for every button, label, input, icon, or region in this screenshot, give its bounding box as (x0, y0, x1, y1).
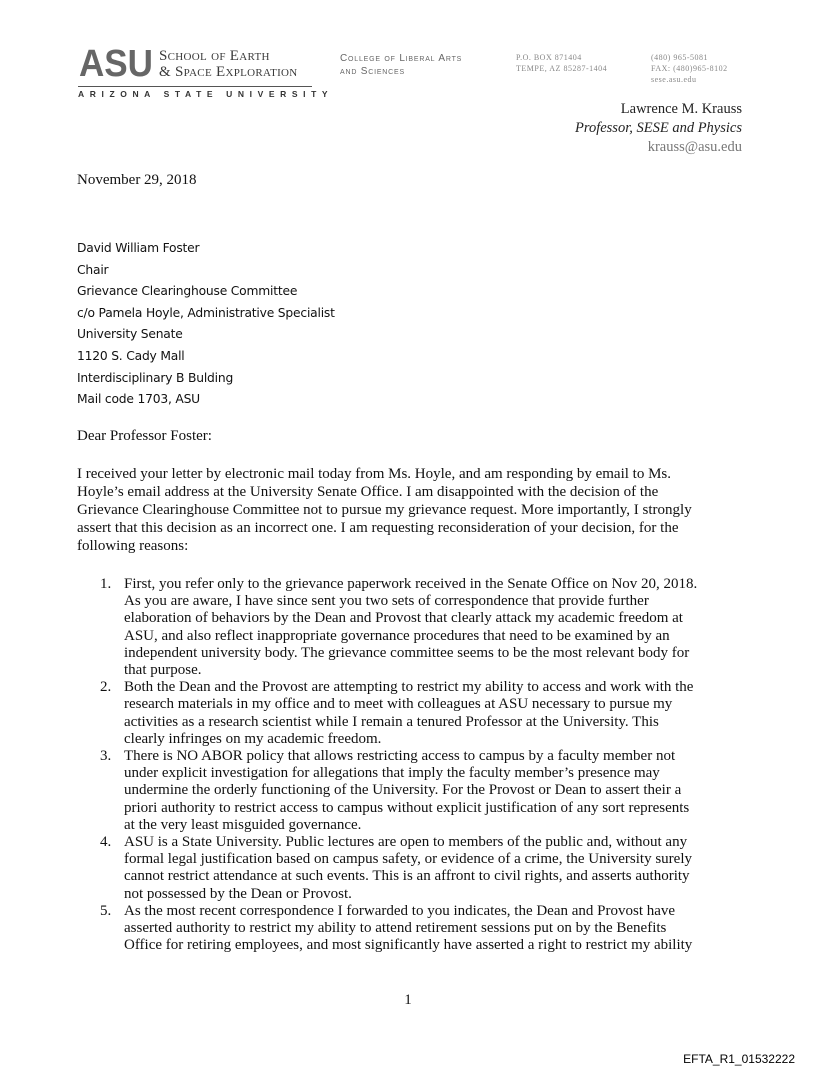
recipient-line: Chair (77, 262, 109, 277)
reason-line: As you are aware, I have since sent you two sets of correspondence that provide further (124, 593, 649, 610)
asu-logo-icon (78, 46, 154, 79)
svg-text:ASU: ASU (79, 46, 153, 79)
reason-line: activities as a research scientist while I remain a tenured Professor at the University. This (124, 713, 659, 730)
reason-line: ASU, and also reflect inappropriate governance procedures that need to be examined by an (124, 627, 670, 644)
reason-line: elaboration of behaviors by the Dean and Provost that clearly attack my academic freedom at (124, 610, 683, 627)
reason-line: under explicit investigation for allegations that imply the faculty member’s presence may (124, 765, 660, 782)
school-name-line-1: School of Earth (159, 48, 270, 64)
reason-item (77, 903, 757, 955)
recipient-line: Grievance Clearinghouse Committee (77, 284, 298, 299)
reason-item (77, 679, 757, 748)
reason-line: There is NO ABOR policy that allows restricting access to campus by a faculty member not (124, 748, 676, 765)
recipient-line: Interdisciplinary B Bulding (77, 370, 234, 385)
reason-item (77, 748, 757, 834)
college-line-2: and Sciences (340, 66, 405, 77)
reason-line: As the most recent correspondence I forwarded to you indicates, the Dean and Provost have (124, 902, 676, 919)
recipient-address (77, 238, 335, 411)
recipient-line: Mail code 1703, ASU (77, 392, 200, 407)
phone-number: (480) 965-5081 (651, 53, 708, 62)
reason-line: asserted authority to restrict my ability to attend retirement sessions put on by the Benefits (124, 920, 667, 937)
reason-item (77, 834, 757, 903)
sender-title: Professor, SESE and Physics (574, 120, 742, 136)
reason-line: that purpose. (124, 662, 202, 679)
intro-paragraph (77, 465, 757, 555)
reason-line: Both the Dean and the Provost are attempting to restrict my ability to access and work with the (124, 679, 694, 696)
website: sese.asu.edu (651, 75, 697, 84)
recipient-line: c/o Pamela Hoyle, Administrative Specialist (77, 305, 335, 320)
reason-number: 4. (100, 834, 112, 851)
reason-line: cannot restrict attendance at such events. This is an affront to civil rights, and asserts authority (124, 868, 690, 885)
reason-number: 3. (100, 748, 112, 765)
reason-line: formal legal justification based on campus safety, or evidence of a crime, the University surely (124, 851, 693, 868)
paragraph-line: following reasons: (77, 538, 189, 554)
reason-line: First, you refer only to the grievance paperwork received in the Senate Office on Nov 20, 2018. (124, 576, 698, 592)
contact-info (651, 52, 728, 85)
reason-item (77, 576, 757, 679)
college-name (340, 52, 462, 78)
reason-number: 1. (100, 576, 112, 592)
recipient-line: David William Foster (77, 241, 200, 255)
college-line-1: College of Liberal Arts (340, 53, 463, 64)
reason-line: at the very least misguided governance. (124, 816, 362, 833)
paragraph-line: assert that this decision as an incorrect one. I am requesting reconsideration of your decision, for the (77, 520, 679, 536)
paragraph-line: I received your letter by electronic mail today from Ms. Hoyle, and am responding by email to Ms. (77, 466, 672, 482)
reason-line: not possessed by the Dean or Provost. (124, 885, 352, 902)
reason-line: undermine the orderly functioning of the University. For the Provost or Dean to assert their a (124, 782, 682, 799)
letterhead-rule (78, 86, 312, 87)
reason-line: research materials in my office and to meet with colleagues at ASU necessary to pursue my (124, 696, 673, 713)
address-line-1: P.O. BOX 871404 (516, 53, 582, 62)
page-number: 1 (404, 992, 412, 1008)
school-name (159, 48, 298, 80)
reason-number: 2. (100, 679, 112, 696)
salutation: Dear Professor Foster: (77, 428, 212, 444)
recipient-line: University Senate (77, 327, 183, 342)
university-name: ARIZONA STATE UNIVERSITY (78, 89, 334, 99)
address-line-2: TEMPE, AZ 85287-1404 (516, 64, 608, 73)
reason-line: independent university body. The grievance committee seems to be the most relevant body for (124, 644, 690, 661)
sender-email: krauss@asu.edu (647, 139, 742, 155)
bates-number: EFTA_R1_01532222 (683, 1052, 795, 1066)
reason-line: Office for retiring employees, and most significantly have asserted a right to restrict my ability (124, 937, 693, 954)
reason-number: 5. (100, 902, 112, 919)
recipient-line: 1120 S. Cady Mall (77, 348, 185, 363)
reason-line: ASU is a State University. Public lectures are open to members of the public and, without any (124, 834, 688, 851)
reason-line: priori authority to restrict access to campus without explicit justification of any sort represents (124, 799, 690, 816)
sender-block (575, 100, 742, 157)
letter-date: November 29, 2018 (77, 172, 197, 188)
reasons-list (77, 576, 757, 954)
reason-line: clearly infringes on my academic freedom. (124, 730, 382, 747)
paragraph-line: Hoyle’s email address at the University Senate Office. I am disappointed with the decision of the (77, 484, 659, 500)
school-name-line-2: & Space Exploration (159, 64, 298, 80)
mailing-address (516, 52, 607, 74)
paragraph-line: Grievance Clearinghouse Committee not to pursue my grievance request. More importantly, I strongly (77, 502, 692, 518)
fax-number: FAX: (480)965-8102 (651, 64, 728, 73)
sender-name: Lawrence M. Krauss (620, 101, 742, 117)
